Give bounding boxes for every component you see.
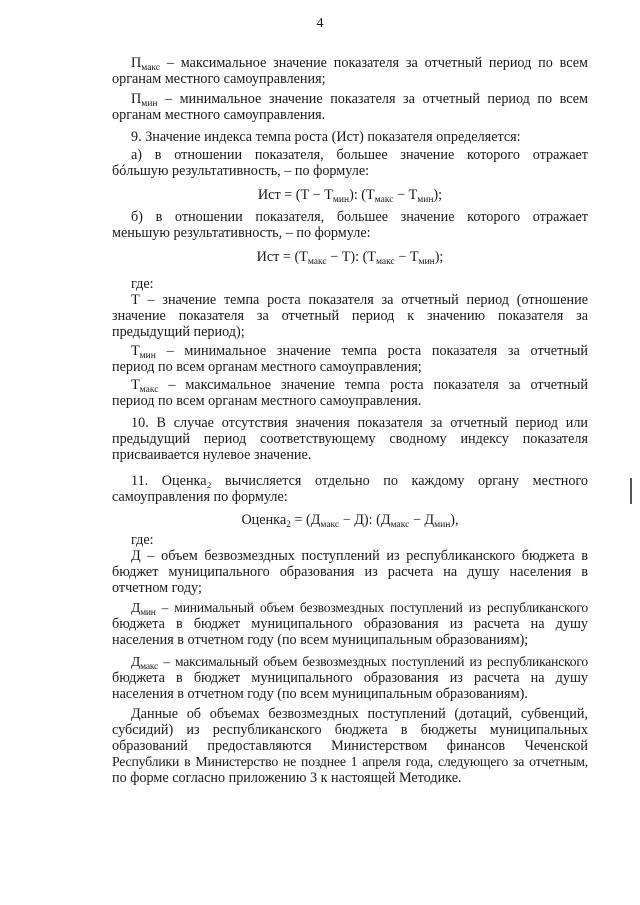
formula-part: − Т): (Т: [326, 249, 376, 265]
def-tmax-line1: [112, 377, 588, 393]
def-dmin-line2: бюджета в бюджет муниципального образования из расчета на душу: [112, 616, 588, 632]
def-dmax-line2: бюджета в бюджет муниципального образования из расчета на душу: [112, 670, 588, 686]
definition-text: – максимальное значение темпа роста показателя за отчетный: [158, 377, 588, 393]
subscript: мин: [139, 351, 156, 361]
formula-part: );: [434, 249, 444, 265]
subscript: макс: [139, 385, 159, 395]
formula-part: );: [433, 187, 443, 203]
def-tmin-line1: [112, 343, 588, 359]
def-pmin-line2: органам местного самоуправления.: [112, 107, 326, 123]
formula-part: Ист = (Т: [256, 249, 308, 265]
formula-sub: 2: [286, 520, 291, 530]
def-tmax-line2: период по всем органам местного самоуправления.: [112, 393, 422, 409]
formula-sub: мин: [434, 520, 451, 530]
def-d-line1: [112, 548, 588, 564]
def-t-line2: значение показателя за отчетный период к значению показателя за: [112, 308, 588, 324]
subscript: мин: [140, 608, 156, 618]
formula-part: ): (Т: [349, 187, 375, 203]
definition-text: – минимальное значение темпа роста показателя за отчетный: [155, 343, 588, 359]
formula-part: Оценка: [241, 512, 287, 528]
subscript: макс: [140, 662, 159, 672]
symbol: Т: [131, 377, 140, 393]
definition-text: – максимальное значение показателя за отчетный период по всем: [160, 55, 588, 71]
def-dmin-line3: населения в отчетном году (по всем муниципальным образованиям);: [112, 632, 529, 648]
formula-sub: макс: [374, 195, 394, 205]
item11-text: 11. Оценка₂ вычисляется отдельно по каждому органу местного: [131, 473, 588, 489]
def-tmin-line2: период по всем органам местного самоуправления;: [112, 359, 422, 375]
item9-a-text: а) в отношении показателя, большее значение которого отражает: [131, 147, 588, 163]
item10-line3: присваивается нулевое значение.: [112, 447, 312, 463]
where-label-9: где:: [131, 276, 154, 292]
def-t-text: Т – значение темпа роста показателя за отчетный период (отношение: [131, 292, 588, 308]
symbol: П: [131, 91, 142, 107]
page-number: 4: [316, 16, 324, 31]
def-pmax-line1: [112, 55, 588, 71]
formula-sub: макс: [390, 520, 410, 530]
final-para-line2: субсидий) из республиканского бюджета в бюджеты муниципальных: [112, 722, 588, 738]
def-dmax-line1: [112, 654, 588, 670]
definition-text: – максимальный объем безвозмездных поступлений из республиканского: [158, 654, 588, 669]
definition-text: – минимальное значение показателя за отчетный период по всем: [157, 91, 588, 107]
def-pmin-line1: [112, 91, 588, 107]
item11-line1: [112, 473, 588, 489]
formula-sub: мин: [417, 195, 434, 205]
definition-text: – минимальный объем безвозмездных поступлений из республиканского: [155, 600, 588, 615]
def-d-line2: бюджет муниципального образования из расчета на душу населения в: [112, 564, 588, 580]
formula-a: [112, 187, 588, 203]
item9-heading: 9. Значение индекса темпа роста (Ист) показателя определяется:: [131, 129, 521, 145]
def-pmax-line2: органам местного самоуправления;: [112, 71, 326, 87]
formula-part: − Т: [393, 187, 418, 203]
def-t-line1: [112, 292, 588, 308]
item9-b-line1: [112, 209, 588, 225]
item9-b-line2: меньшую результативность, – по формуле:: [112, 225, 371, 241]
formula-part: − Т: [394, 249, 419, 265]
formula-sub: макс: [320, 520, 340, 530]
final-para-text: Данные об объемах безвозмездных поступлений (дотаций, субвенций,: [131, 706, 588, 722]
symbol: Д: [131, 654, 141, 669]
final-para-line3: образований предоставляются Министерством финансов Чеченской: [112, 738, 588, 754]
formula-part: − Д): (Д: [339, 512, 391, 528]
item10-text: 10. В случае отсутствия значения показателя за отчетный период или: [131, 415, 588, 431]
final-para-line1: [112, 706, 588, 722]
item9-a-line2: бóльшую результативность, – по формуле:: [112, 163, 370, 179]
def-d-line3: отчетном году;: [112, 580, 202, 596]
item9-b-text: б) в отношении показателя, большее значение которого отражает: [131, 209, 588, 225]
item11-line2: самоуправления по формуле:: [112, 489, 288, 505]
formula-b: [112, 249, 588, 265]
where-label-11: где:: [131, 532, 154, 548]
formula-sub: макс: [307, 257, 327, 267]
formula-part: = (Д: [290, 512, 321, 528]
formula-sub: мин: [332, 195, 350, 205]
final-para-line4: Республики в Министерство не позднее 1 апреля года, следующего за отчетным,: [112, 754, 588, 769]
formula-sub: мин: [418, 257, 435, 267]
formula-part: − Д: [409, 512, 435, 528]
symbol: Д: [131, 600, 141, 615]
def-dmax-line3: населения в отчетном году (по всем муниципальным образованиям).: [112, 686, 528, 702]
formula-sub: макс: [375, 257, 395, 267]
def-dmin-line1: [112, 600, 588, 616]
final-para-line5: по форме согласно приложению 3 к настоящей Методике.: [112, 770, 462, 786]
item10-line2: предыдущий период соответствующему сводному индексу показателя: [112, 431, 588, 447]
symbol: Т: [131, 343, 140, 359]
item10-line1: [112, 415, 588, 431]
subscript: макс: [141, 63, 161, 73]
def-d-text: Д – объем безвозмездных поступлений из республиканского бюджета в: [131, 548, 588, 564]
scan-edge-mark: [630, 478, 632, 504]
subscript: мин: [141, 99, 158, 109]
item9-a-line1: [112, 147, 588, 163]
formula-ocenka: [112, 512, 588, 528]
formula-part: ),: [450, 512, 459, 528]
formula-part: Ист = (Т − Т: [257, 187, 333, 203]
symbol: П: [131, 55, 142, 71]
def-t-line3: предыдущий период);: [112, 324, 245, 340]
